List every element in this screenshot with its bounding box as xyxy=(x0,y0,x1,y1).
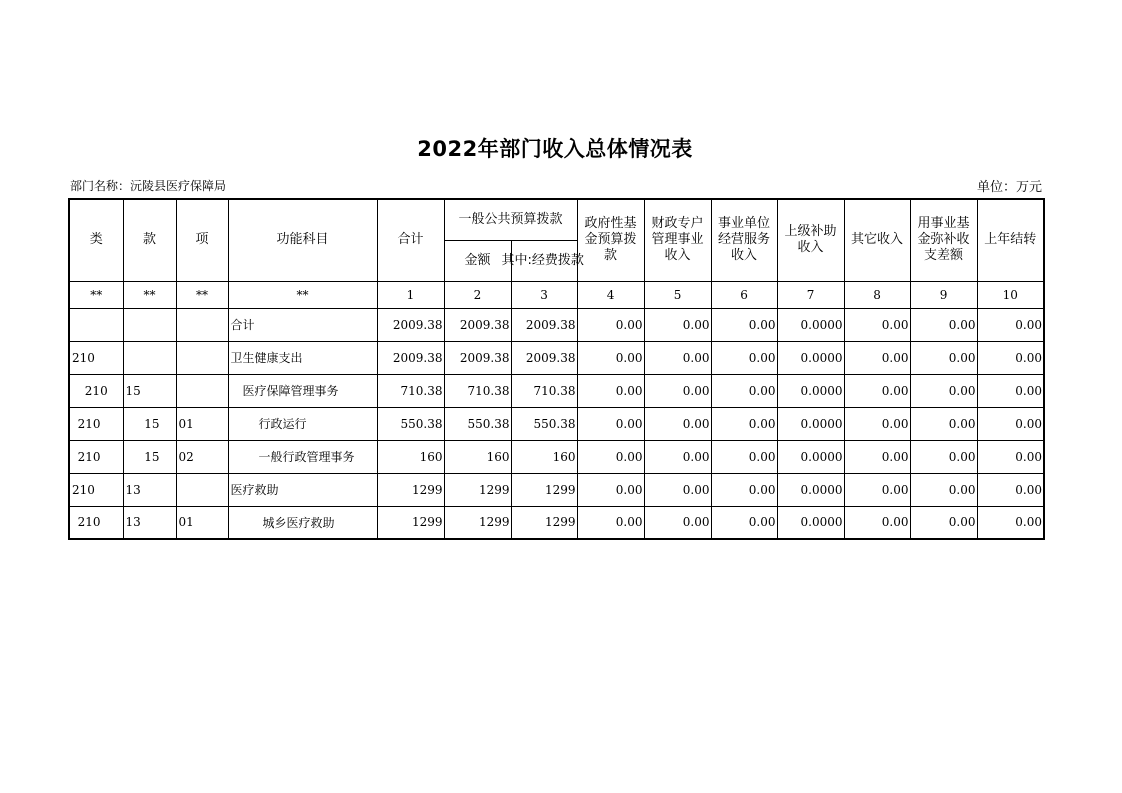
cell-gov-fund: 0.00 xyxy=(577,473,644,506)
cell-fin-special: 0.00 xyxy=(644,374,711,407)
index-cell: ** xyxy=(69,281,123,308)
cell-kuan: 15 xyxy=(123,407,176,440)
cell-biz-op: 0.00 xyxy=(711,341,777,374)
cell-superior: 0.0000 xyxy=(777,506,844,539)
cell-amount: 1299 xyxy=(444,506,511,539)
income-table xyxy=(68,198,1045,540)
cell-xiang: 02 xyxy=(176,440,228,473)
cell-fund-cover: 0.00 xyxy=(910,440,977,473)
cell-amount: 2009.38 xyxy=(444,308,511,341)
cell-xiang xyxy=(176,473,228,506)
cell-lei: 210 xyxy=(69,473,123,506)
index-cell: 6 xyxy=(711,281,777,308)
cell-xiang xyxy=(176,341,228,374)
cell-fin-special: 0.00 xyxy=(644,506,711,539)
cell-kuan xyxy=(123,341,176,374)
cell-kuan: 13 xyxy=(123,473,176,506)
index-cell: ** xyxy=(123,281,176,308)
page-title: 2022年部门收入总体情况表 xyxy=(417,137,693,161)
cell-fund-cover: 0.00 xyxy=(910,473,977,506)
index-row xyxy=(69,281,1044,308)
cell-gov-fund: 0.00 xyxy=(577,374,644,407)
cell-other: 0.00 xyxy=(844,440,910,473)
cell-xiang: 01 xyxy=(176,506,228,539)
cell-lei: 210 xyxy=(69,440,123,473)
cell-superior: 0.0000 xyxy=(777,440,844,473)
cell-fin-special: 0.00 xyxy=(644,308,711,341)
cell-kuan xyxy=(123,308,176,341)
header-last-year: 上年结转 xyxy=(977,199,1044,281)
cell-kuan: 13 xyxy=(123,506,176,539)
cell-amount: 160 xyxy=(444,440,511,473)
cell-superior: 0.0000 xyxy=(777,407,844,440)
index-cell: ** xyxy=(176,281,228,308)
index-cell: ** xyxy=(228,281,377,308)
cell-total: 2009.38 xyxy=(377,308,444,341)
table-row xyxy=(69,407,1044,440)
cell-fund-cover: 0.00 xyxy=(910,374,977,407)
cell-of-which: 550.38 xyxy=(511,407,577,440)
cell-biz-op: 0.00 xyxy=(711,473,777,506)
table-row xyxy=(69,473,1044,506)
cell-amount: 2009.38 xyxy=(444,341,511,374)
cell-total: 1299 xyxy=(377,473,444,506)
cell-gov-fund: 0.00 xyxy=(577,308,644,341)
cell-biz-op: 0.00 xyxy=(711,506,777,539)
cell-of-which: 2009.38 xyxy=(511,308,577,341)
header-general-budget: 一般公共预算拨款 xyxy=(444,199,577,240)
cell-last-year: 0.00 xyxy=(977,341,1044,374)
cell-kuan: 15 xyxy=(123,374,176,407)
cell-of-which: 160 xyxy=(511,440,577,473)
cell-other: 0.00 xyxy=(844,308,910,341)
header-amount: 金额 xyxy=(444,240,511,281)
unit-label: 单位：万元 xyxy=(976,180,1042,195)
header-row-1 xyxy=(69,199,1044,240)
index-cell: 10 xyxy=(977,281,1044,308)
cell-last-year: 0.00 xyxy=(977,440,1044,473)
cell-gov-fund: 0.00 xyxy=(577,506,644,539)
cell-of-which: 1299 xyxy=(511,506,577,539)
cell-biz-op: 0.00 xyxy=(711,374,777,407)
department-name: 部门名称：沅陵县医疗保障局 xyxy=(70,179,227,193)
table-row xyxy=(69,341,1044,374)
cell-fund-cover: 0.00 xyxy=(910,407,977,440)
cell-other: 0.00 xyxy=(844,407,910,440)
index-cell: 4 xyxy=(577,281,644,308)
cell-last-year: 0.00 xyxy=(977,308,1044,341)
table-row xyxy=(69,374,1044,407)
header-kuan: 款 xyxy=(123,199,176,281)
cell-func: 医疗救助 xyxy=(228,473,377,506)
cell-superior: 0.0000 xyxy=(777,374,844,407)
cell-biz-op: 0.00 xyxy=(711,440,777,473)
cell-amount: 710.38 xyxy=(444,374,511,407)
cell-of-which: 710.38 xyxy=(511,374,577,407)
cell-func: 卫生健康支出 xyxy=(228,341,377,374)
cell-other: 0.00 xyxy=(844,473,910,506)
header-biz-op: 事业单位经营服务收入 xyxy=(711,199,777,281)
table-row xyxy=(69,440,1044,473)
cell-func: 一般行政管理事务 xyxy=(228,440,377,473)
index-cell: 5 xyxy=(644,281,711,308)
cell-lei: 210 xyxy=(69,407,123,440)
index-cell: 7 xyxy=(777,281,844,308)
index-cell: 8 xyxy=(844,281,910,308)
cell-last-year: 0.00 xyxy=(977,473,1044,506)
cell-total: 2009.38 xyxy=(377,341,444,374)
cell-gov-fund: 0.00 xyxy=(577,407,644,440)
cell-fin-special: 0.00 xyxy=(644,473,711,506)
header-of-which: 其中:经费拨款 xyxy=(511,240,577,281)
cell-kuan: 15 xyxy=(123,440,176,473)
cell-last-year: 0.00 xyxy=(977,374,1044,407)
index-cell: 2 xyxy=(444,281,511,308)
cell-xiang xyxy=(176,308,228,341)
cell-fin-special: 0.00 xyxy=(644,341,711,374)
header-fund-cover: 用事业基金弥补收支差额 xyxy=(910,199,977,281)
cell-superior: 0.0000 xyxy=(777,308,844,341)
cell-gov-fund: 0.00 xyxy=(577,341,644,374)
header-fin-special: 财政专户管理事业收入 xyxy=(644,199,711,281)
header-superior: 上级补助收入 xyxy=(777,199,844,281)
cell-xiang: 01 xyxy=(176,407,228,440)
cell-fund-cover: 0.00 xyxy=(910,506,977,539)
cell-func: 合计 xyxy=(228,308,377,341)
table-row xyxy=(69,506,1044,539)
cell-amount: 550.38 xyxy=(444,407,511,440)
cell-gov-fund: 0.00 xyxy=(577,440,644,473)
cell-lei: 210 xyxy=(69,506,123,539)
cell-last-year: 0.00 xyxy=(977,506,1044,539)
header-other: 其它收入 xyxy=(844,199,910,281)
cell-fin-special: 0.00 xyxy=(644,440,711,473)
cell-total: 550.38 xyxy=(377,407,444,440)
cell-of-which: 2009.38 xyxy=(511,341,577,374)
cell-total: 1299 xyxy=(377,506,444,539)
cell-lei: 210 xyxy=(69,374,123,407)
cell-func: 城乡医疗救助 xyxy=(228,506,377,539)
cell-biz-op: 0.00 xyxy=(711,308,777,341)
cell-fin-special: 0.00 xyxy=(644,407,711,440)
index-cell: 3 xyxy=(511,281,577,308)
cell-total: 160 xyxy=(377,440,444,473)
cell-superior: 0.0000 xyxy=(777,341,844,374)
header-total: 合计 xyxy=(377,199,444,281)
cell-of-which: 1299 xyxy=(511,473,577,506)
header-lei: 类 xyxy=(69,199,123,281)
header-gov-fund: 政府性基金预算拨款 xyxy=(577,199,644,281)
cell-superior: 0.0000 xyxy=(777,473,844,506)
cell-lei xyxy=(69,308,123,341)
cell-fund-cover: 0.00 xyxy=(910,341,977,374)
cell-biz-op: 0.00 xyxy=(711,407,777,440)
cell-amount: 1299 xyxy=(444,473,511,506)
cell-func: 医疗保障管理事务 xyxy=(228,374,377,407)
cell-lei: 210 xyxy=(69,341,123,374)
cell-other: 0.00 xyxy=(844,341,910,374)
cell-last-year: 0.00 xyxy=(977,407,1044,440)
index-cell: 1 xyxy=(377,281,444,308)
index-cell: 9 xyxy=(910,281,977,308)
table-row xyxy=(69,308,1044,341)
header-function-subject: 功能科目 xyxy=(228,199,377,281)
cell-total: 710.38 xyxy=(377,374,444,407)
cell-other: 0.00 xyxy=(844,506,910,539)
cell-func: 行政运行 xyxy=(228,407,377,440)
cell-other: 0.00 xyxy=(844,374,910,407)
cell-xiang xyxy=(176,374,228,407)
cell-fund-cover: 0.00 xyxy=(910,308,977,341)
header-xiang: 项 xyxy=(176,199,228,281)
